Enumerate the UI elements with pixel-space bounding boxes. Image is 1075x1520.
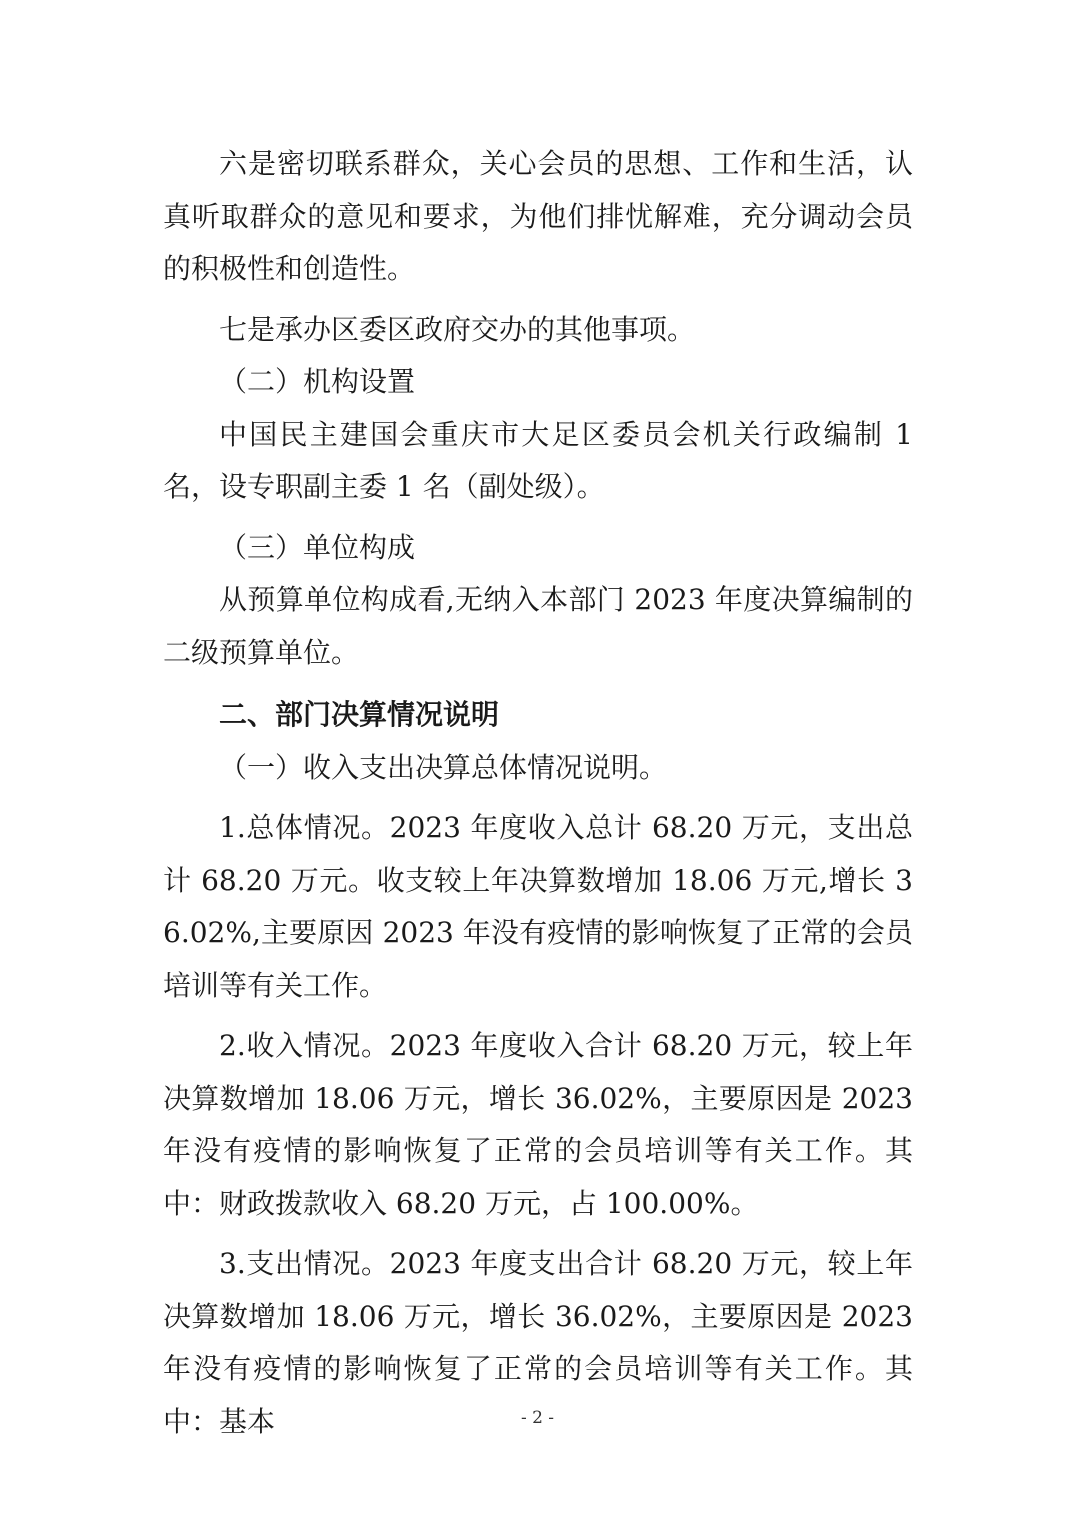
paragraph-org-setup: 中国民主建国会重庆市大足区委员会机关行政编制 1 名，设专职副主委 1 名（副处级）。 [163, 417, 913, 503]
paragraph-overall: 1.总体情况。2023 年度收入总计 68.20 万元，支出总计 68.20 万元。收支较上年决算数增加 18.06 万元,增长 36.02%,主要原因 2023 年没有疫情的影响恢复了正常的会员培训等有关工作。 [163, 811, 913, 1002]
paragraph-unit-composition: 从预算单位构成看,无纳入本部门 2023 年度决算编制的二级预算单位。 [163, 583, 913, 669]
heading-org-setup: （二）机构设置 [219, 365, 416, 398]
heading-section-two: 二、部门决算情况说明 [219, 698, 500, 731]
page-number: - 2 - [520, 1408, 555, 1428]
heading-overall: （一）收入支出决算总体情况说明。 [219, 750, 668, 784]
paragraph-seven: 七是承办区委区政府交办的其他事项。 [219, 312, 696, 346]
paragraph-expenditure: 3.支出情况。2023 年度支出合计 68.20 万元，较上年决算数增加 18.06 万元，增长 36.02%，主要原因是 2023 年没有疫情的影响恢复了正常的会员培训等有关工作。其中：基本 [163, 1247, 913, 1438]
paragraph-six: 六是密切联系群众，关心会员的思想、工作和生活，认真听取群众的意见和要求，为他们排忧解难，充分调动会员的积极性和创造性。 [163, 147, 913, 285]
paragraph-income: 2.收入情况。2023 年度收入合计 68.20 万元，较上年决算数增加 18.06 万元，增长 36.02%，主要原因是 2023 年没有疫情的影响恢复了正常的会员培训等有关工作。其中：财政拨款收入 68.20 万元，占 100.00%。 [163, 1029, 913, 1220]
heading-unit-composition: （三）单位构成 [219, 530, 416, 564]
document-body [163, 138, 913, 1448]
